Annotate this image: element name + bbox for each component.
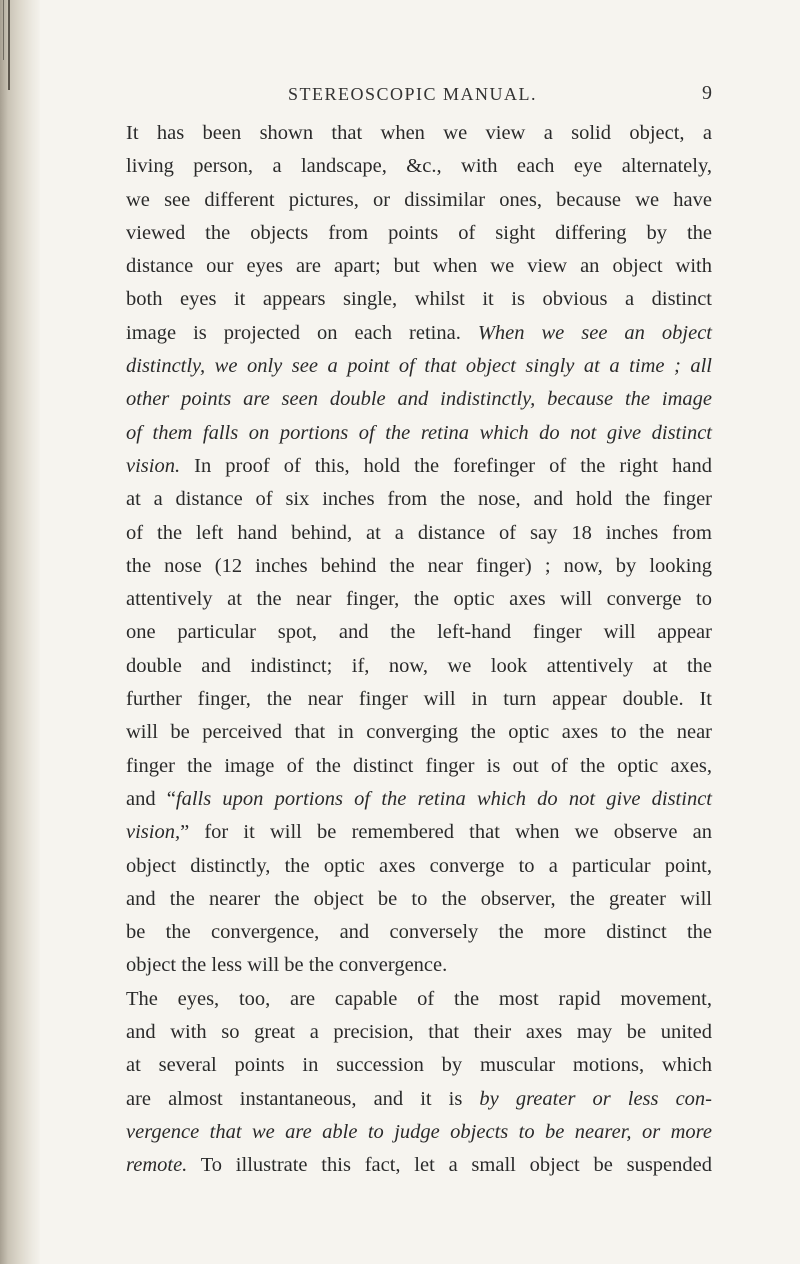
gutter-binding-line xyxy=(8,0,10,90)
text-line: remote. To illustrate this fact, let a small object be suspended xyxy=(126,1154,712,1177)
text-line: finger the image of the distinct finger is out of the optic axes, xyxy=(126,754,712,777)
text-line: viewed the objects from points of sight differing by the xyxy=(126,221,712,244)
text-line: we see different pictures, or dissimilar ones, because we have xyxy=(126,188,712,211)
text-line: image is projected on each retina. When we see an object xyxy=(126,321,712,344)
text-line: distinctly, we only see a point of that object singly at a time ; all xyxy=(126,355,712,378)
text-line: and with so great a precision, that their axes may be united xyxy=(126,1021,712,1044)
text-line: of them falls on portions of the retina which do not give distinct xyxy=(126,421,712,444)
text-line: vision,” for it will be remembered that when we observe an xyxy=(126,821,712,844)
text-line: living person, a landscape, &c., with each eye alternately, xyxy=(126,155,712,178)
text-line: vision. In proof of this, hold the forefinger of the right hand xyxy=(126,454,712,477)
text-line: other points are seen double and indistinctly, because the image xyxy=(126,388,712,411)
text-line: at several points in succession by muscular motions, which xyxy=(126,1054,712,1077)
page-number: 9 xyxy=(702,82,712,104)
text-line: The eyes, too, are capable of the most rapid movement, xyxy=(126,987,712,1010)
text-line: the nose (12 inches behind the near finger) ; now, by looking xyxy=(126,554,712,577)
text-line: distance our eyes are apart; but when we view an object with xyxy=(126,255,712,278)
body-text xyxy=(126,117,712,1183)
text-line: be the convergence, and conversely the more distinct the xyxy=(126,921,712,944)
text-line: will be perceived that in converging the optic axes to the near xyxy=(126,721,712,744)
gutter-binding-line xyxy=(3,0,4,60)
running-head: STEREOSCOPIC MANUAL. xyxy=(288,84,538,104)
text-line: object the less will be the convergence. xyxy=(126,954,448,977)
text-line: It has been shown that when we view a solid object, a xyxy=(126,122,712,144)
text-line: at a distance of six inches from the nose, and hold the finger xyxy=(126,488,712,511)
text-line: of the left hand behind, at a distance of say 18 inches from xyxy=(126,521,712,544)
text-line: and the nearer the object be to the observer, the greater will xyxy=(126,887,712,910)
text-line: further finger, the near finger will in turn appear double. It xyxy=(126,688,712,711)
text-line: and “falls upon portions of the retina which do not give distinct xyxy=(126,787,712,810)
text-line: both eyes it appears single, whilst it is obvious a distinct xyxy=(126,288,712,311)
book-gutter-shadow xyxy=(0,0,40,1264)
page-header xyxy=(124,84,712,112)
text-line: are almost instantaneous, and it is by greater or less con- xyxy=(126,1087,712,1110)
text-line: double and indistinct; if, now, we look attentively at the xyxy=(126,654,712,677)
text-line: attentively at the near finger, the optic axes will converge to xyxy=(126,588,712,611)
text-line: object distinctly, the optic axes converge to a particular point, xyxy=(126,854,712,877)
text-line: one particular spot, and the left-hand finger will appear xyxy=(126,621,712,644)
text-line: vergence that we are able to judge objects to be nearer, or more xyxy=(126,1120,712,1143)
